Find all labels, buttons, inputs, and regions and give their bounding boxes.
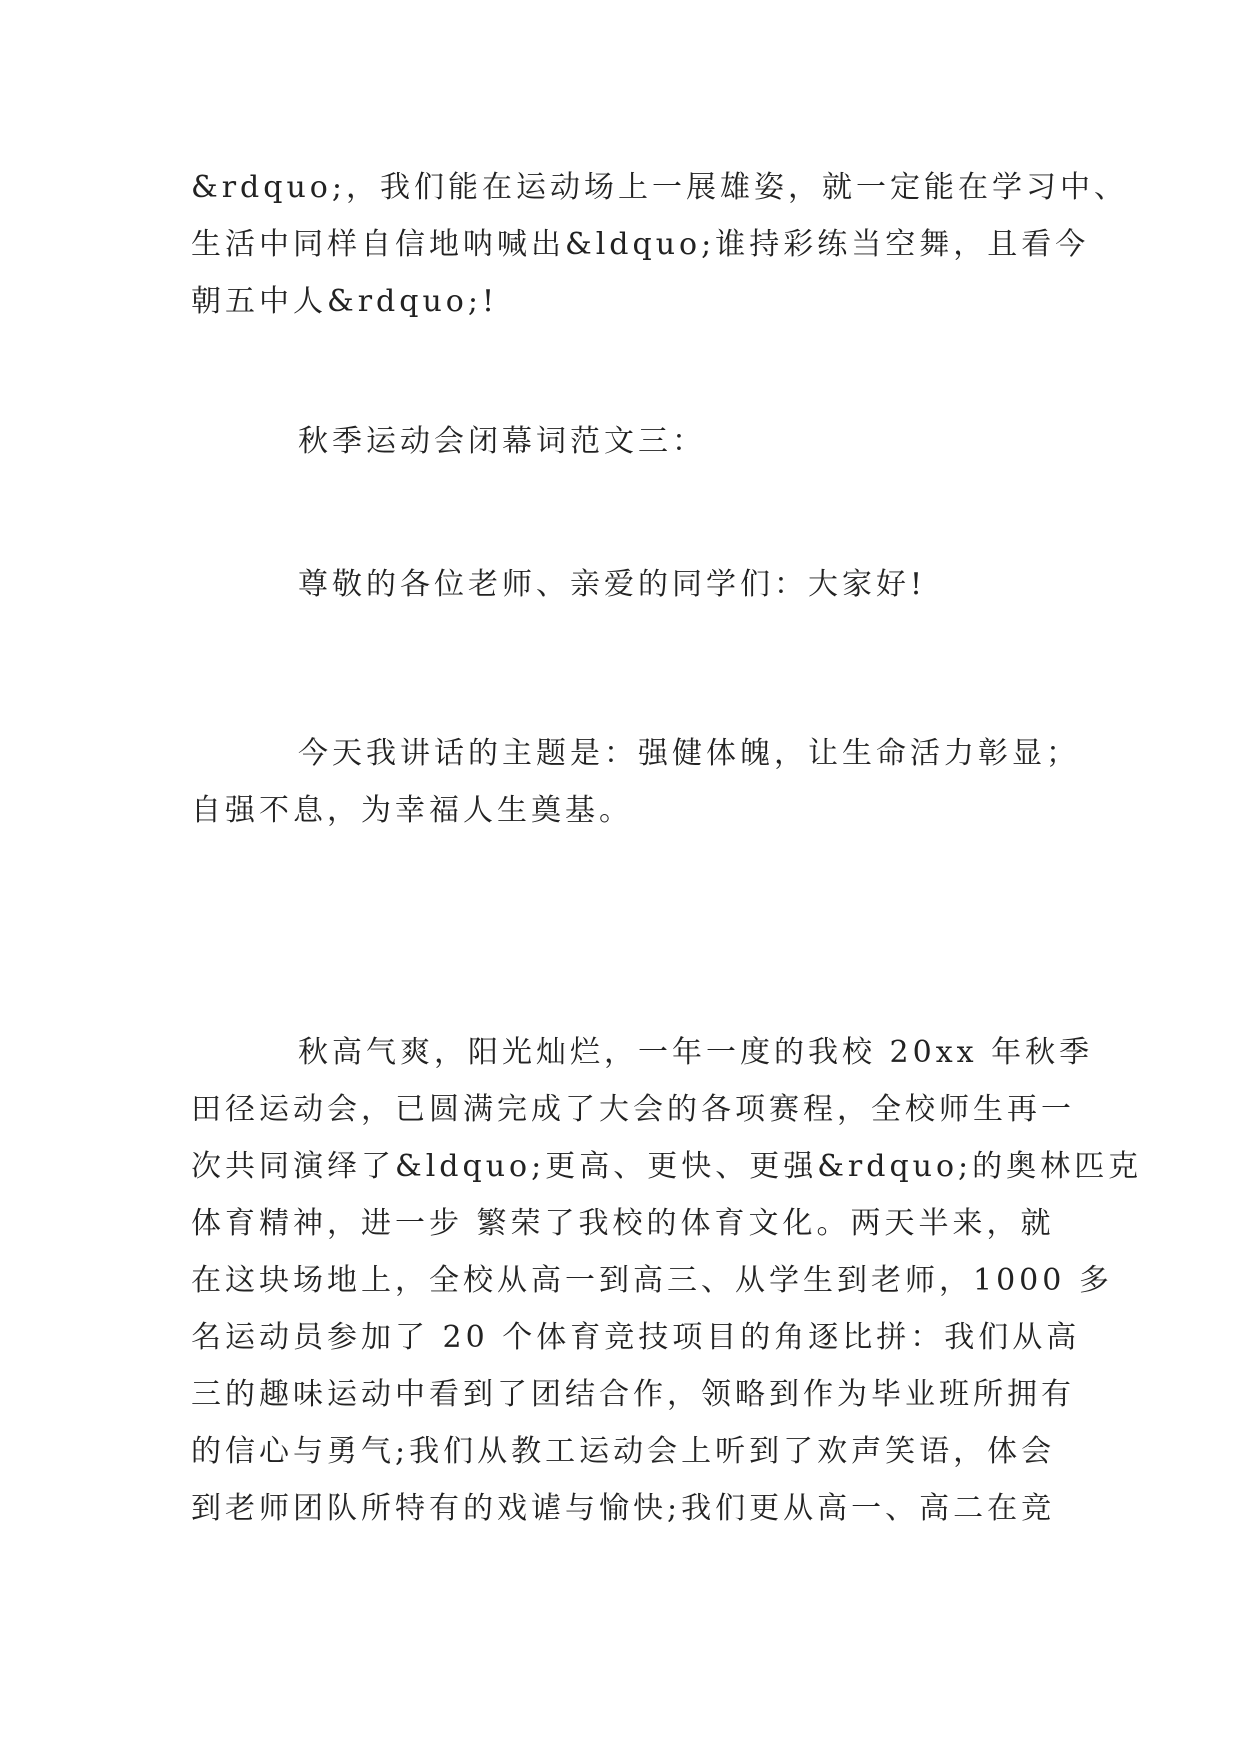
paragraph-line: 生活中同样自信地呐喊出&ldquo;谁持彩练当空舞，且看今 <box>191 227 1090 262</box>
greeting-line: 尊敬的各位老师、亲爱的同学们：大家好! <box>298 567 927 602</box>
paragraph-line: 田径运动会，已圆满完成了大会的各项赛程，全校师生再一 <box>191 1092 1075 1127</box>
paragraph-line: 自强不息，为幸福人生奠基。 <box>191 793 633 828</box>
paragraph-line: 次共同演绎了&ldquo;更高、更快、更强&rdquo;的奥林匹克 <box>191 1149 1143 1184</box>
paragraph-line: &rdquo;，我们能在运动场上一展雄姿，就一定能在学习中、 <box>191 170 1128 205</box>
paragraph-line: 到老师团队所特有的戏谑与愉快;我们更从高一、高二在竞 <box>191 1491 1056 1526</box>
paragraph-line: 三的趣味运动中看到了团结合作，领略到作为毕业班所拥有 <box>191 1377 1075 1412</box>
paragraph-line: 的信心与勇气;我们从教工运动会上听到了欢声笑语，体会 <box>191 1434 1056 1469</box>
paragraph-line: 名运动员参加了 20 个体育竞技项目的角逐比拼：我们从高 <box>191 1320 1081 1355</box>
paragraph-line: 今天我讲话的主题是：强健体魄，让生命活力彰显； <box>298 736 1080 771</box>
paragraph-line: 秋高气爽，阳光灿烂，一年一度的我校 20xx 年秋季 <box>298 1035 1094 1070</box>
paragraph-line: 在这块场地上，全校从高一到高三、从学生到老师，1000 多 <box>191 1263 1113 1298</box>
paragraph-line: 体育精神，进一步 繁荣了我校的体育文化。两天半来，就 <box>191 1206 1055 1241</box>
section-heading: 秋季运动会闭幕词范文三： <box>298 424 706 459</box>
paragraph-line: 朝五中人&rdquo;! <box>191 284 498 319</box>
